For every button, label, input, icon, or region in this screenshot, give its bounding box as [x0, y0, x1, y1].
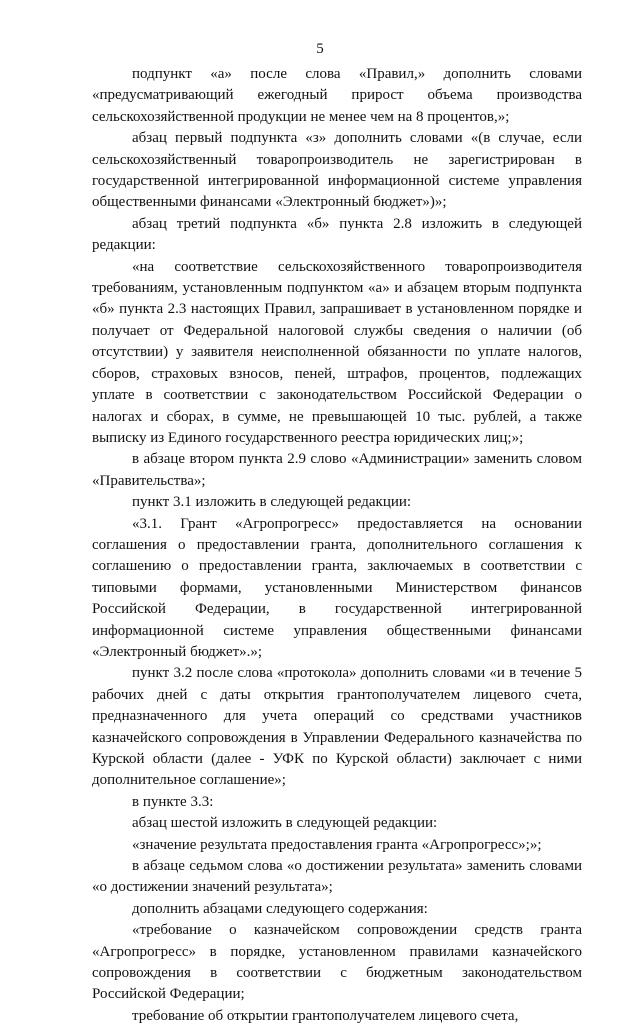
paragraph: «на соответствие сельскохозяйственного товаропроизводителя требованиям, установленным подпунктом «а» и абзацем вторым подпункта «б» пункта 2.3 настоящих Правил, запрашивает в установленном порядке и получает от Федеральной налоговой службы сведения о наличии (об отсутствии) у заявителя неисполненной обязанности по уплате налогов, сборов, страховых взносов, пеней, штрафов, процентов, подлежащих уплате в соответствии с законодательством Российской Федерации о налогах и сборах, в сумме, не превышающей 10 тыс. рублей, а также выписку из Единого государственного реестра юридических лиц;»; — [92, 258, 582, 446]
paragraph: в пункте 3.3: — [132, 793, 214, 810]
paragraph: пункт 3.1 изложить в следующей редакции: — [132, 494, 412, 511]
paragraph: абзац третий подпункта «б» пункта 2.8 изложить в следующей редакции: — [92, 215, 582, 254]
document-body — [92, 64, 582, 1027]
paragraph: абзац шестой изложить в следующей редакции: — [132, 815, 438, 832]
paragraph: абзац первый подпункта «з» дополнить словами «(в случае, если сельскохозяйственный товаропроизводитель не зарегистрирован в государственной интегрированной информационной системе управления общественными финансами «Электронный бюджет»)»; — [92, 130, 582, 211]
paragraph: пункт 3.2 после слова «протокола» дополнить словами «и в течение 5 рабочих дней с даты открытия грантополучателем лицевого счета, предназначенного для учета операций со средствами участников казначейского сопровождения в Управлении Федерального казначейства по Курской области (далее - УФК по Курской области) заключает с ними дополнительное соглашение»; — [92, 665, 582, 789]
paragraph: подпункт «а» после слова «Правил,» дополнить словами «предусматривающий ежегодный прирост объема производства сельскохозяйственной продукции не менее чем на 8 процентов,»; — [92, 66, 582, 125]
paragraph: «значение результата предоставления гранта «Агропрогресс»;»; — [132, 836, 542, 853]
paragraph: в абзаце втором пункта 2.9 слово «Администрации» заменить словом «Правительства»; — [92, 451, 582, 489]
paragraph: требование об открытии грантополучателем лицевого счета, — [132, 1007, 519, 1024]
paragraph: «3.1. Грант «Агропрогресс» предоставляется на основании соглашения о предоставлении гранта, дополнительного соглашения к соглашению о предоставлении гранта, заключаемых в соответствии с типовыми формами, установленными Министерством финансов Российской Федерации, в государственной интегрированной информационной системе управления общественными финансами «Электронный бюджет».»; — [92, 515, 582, 660]
page-number: 5 — [316, 41, 324, 57]
paragraph: «требование о казначейском сопровождении средств гранта «Агропрогресс» в порядке, установленном правилами казначейского сопровождения в соответствии с бюджетным законодательством Российской Федерации; — [92, 922, 582, 1003]
paragraph: в абзаце седьмом слова «о достижении результата» заменить словами «о достижении значений результата»; — [92, 858, 582, 896]
paragraph: дополнить абзацами следующего содержания: — [132, 900, 428, 917]
